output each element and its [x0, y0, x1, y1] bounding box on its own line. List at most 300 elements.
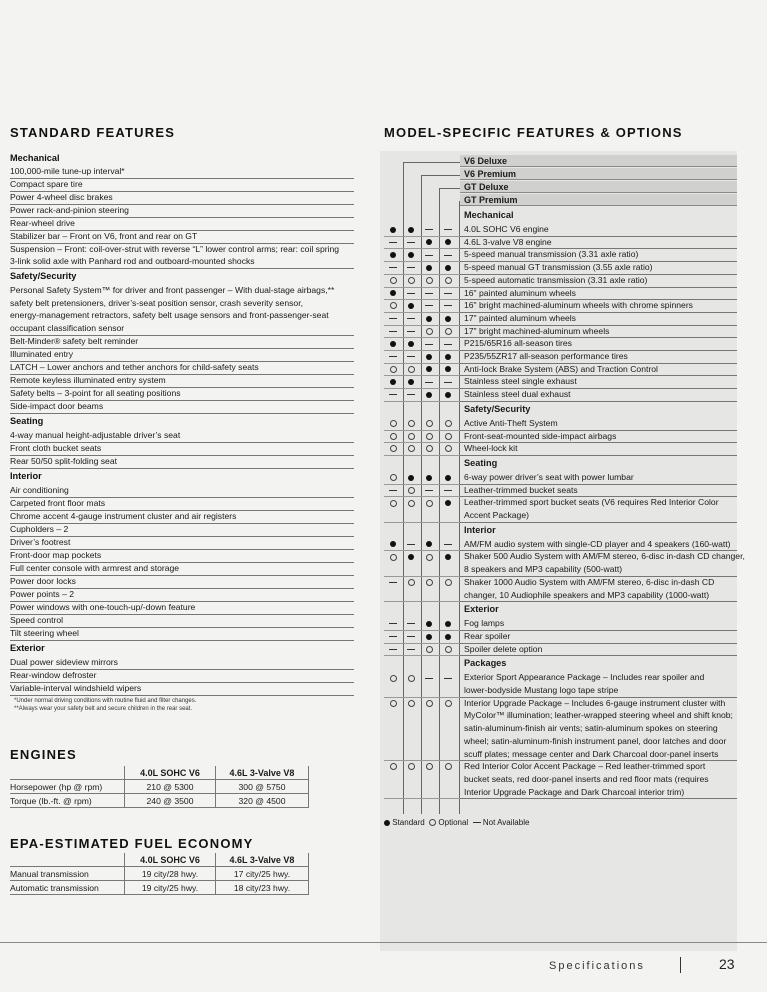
section-heading-packages: Packages: [464, 658, 507, 669]
not-available-dash-icon: [425, 305, 433, 306]
feature-label: Interior Upgrade Package – Includes 6-gauge instrument cluster with: [464, 697, 726, 708]
not-available-dash-icon: [444, 382, 452, 383]
standard-dot-icon: [408, 341, 414, 347]
legend-not-available: Not Available: [482, 818, 530, 827]
feature-label: MyColor™ illumination; leather-wrapped steering wheel and shift knob;: [464, 710, 733, 721]
availability-cell: [421, 350, 437, 363]
feature-label: 5-speed automatic transmission (3.31 axle ratio): [464, 274, 648, 285]
availability-cell: [403, 312, 419, 325]
availability-cell: [440, 430, 456, 443]
standard-dot-icon: [408, 379, 414, 385]
fuel-row-label: Automatic transmission: [10, 881, 125, 895]
list-item: Power windows with one-touch-up/-down feature: [10, 601, 354, 615]
list-item: 100,000-mile tune-up interval*: [10, 165, 354, 179]
optional-circle-icon: [390, 302, 397, 309]
standard-dot-icon: [426, 475, 432, 481]
list-item: Speed control: [10, 614, 354, 628]
optional-circle-icon: [408, 433, 415, 440]
availability-cell: [421, 287, 437, 300]
not-available-dash-icon: [407, 623, 415, 624]
fuel-economy-table: [10, 853, 309, 895]
standard-dot-icon: [445, 475, 451, 481]
standard-dot-icon: [390, 341, 396, 347]
availability-cell: [385, 261, 401, 274]
list-item: Chrome accent 4-gauge instrument cluster and air registers: [10, 510, 354, 524]
availability-cell: [403, 299, 419, 312]
standard-dot-icon: [445, 392, 451, 398]
availability-cell: [403, 496, 419, 509]
optional-circle-icon: [426, 328, 433, 335]
feature-label: wheel; satin-aluminum-finish instrument panel, door latches and door: [464, 735, 727, 746]
optional-circle-icon: [426, 763, 433, 770]
standard-dot-icon: [390, 290, 396, 296]
optional-circle-icon: [390, 675, 397, 682]
availability-cell: [440, 576, 456, 589]
not-available-dash-icon: [473, 822, 481, 823]
not-available-dash-icon: [407, 267, 415, 268]
list-item: Driver’s footrest: [10, 536, 354, 550]
standard-dot-icon: [408, 303, 414, 309]
table-row: [10, 881, 309, 895]
fuel-col-v8: 4.6L 3-Valve V8: [216, 853, 309, 867]
availability-cell: [421, 375, 437, 388]
availability-cell: [403, 236, 419, 249]
footer-section: Specifications: [549, 960, 645, 972]
row-divider: [460, 522, 737, 523]
availability-cell: [440, 350, 456, 363]
list-item: Side-impact door beams: [10, 400, 354, 414]
standard-dot-icon: [426, 541, 432, 547]
engine-col-v8: 4.6L 3-Valve V8: [216, 766, 309, 780]
list-item: Dual power sideview mirrors: [10, 656, 354, 670]
section-heading-safety: Safety/Security: [464, 403, 531, 414]
optional-circle-icon: [408, 277, 415, 284]
feature-label: 4.0L SOHC V6 engine: [464, 224, 549, 234]
standard-dot-icon: [445, 239, 451, 245]
row-divider: [460, 601, 737, 602]
list-item: Safety belts – 3-point for all seating positions: [10, 387, 354, 401]
feature-label: 16" painted aluminum wheels: [464, 287, 576, 298]
optional-circle-icon: [426, 554, 433, 561]
standard-dot-icon: [445, 621, 451, 627]
fuel-value: 19 city/28 hwy.: [125, 867, 216, 881]
availability-cell: [403, 630, 419, 643]
availability-cell: [385, 223, 401, 236]
optional-circle-icon: [408, 500, 415, 507]
optional-circle-icon: [408, 763, 415, 770]
availability-cell: [440, 671, 456, 684]
optional-circle-icon: [426, 445, 433, 452]
list-item: Front cloth bucket seats: [10, 442, 354, 456]
list-item: LATCH – Lower anchors and tether anchors for child-safety seats: [10, 361, 354, 375]
list-item: Compact spare tire: [10, 178, 354, 192]
feature-label: Interior Upgrade Package and Dark Charcoal interior trim): [464, 786, 685, 797]
column-connector: [421, 175, 460, 176]
availability-cell: [440, 375, 456, 388]
engines-title: ENGINES: [10, 747, 77, 762]
standard-dot-icon: [390, 541, 396, 547]
availability-cell: [421, 430, 437, 443]
not-available-dash-icon: [425, 490, 433, 491]
feature-label: satin-aluminum-finish air vents; satin-aluminum spokes on steering: [464, 723, 718, 734]
optional-circle-icon: [390, 500, 397, 507]
list-item: Illuminated entry: [10, 348, 354, 362]
row-divider: [384, 601, 460, 602]
feature-label: Stainless steel single exhaust: [464, 376, 577, 387]
availability-cell: [440, 643, 456, 656]
availability-cell: [421, 550, 437, 563]
feature-label: 16" bright machined-aluminum wheels with chrome spinners: [464, 300, 693, 311]
availability-cell: [403, 484, 419, 497]
availability-cell: [440, 325, 456, 338]
optional-circle-icon: [445, 445, 452, 452]
feature-label: Accent Package): [464, 510, 529, 520]
not-available-dash-icon: [407, 394, 415, 395]
not-available-dash-icon: [389, 490, 397, 491]
optional-circle-icon: [426, 420, 433, 427]
availability-cell: [385, 760, 401, 773]
not-available-dash-icon: [444, 305, 452, 306]
availability-cell: [440, 417, 456, 430]
optional-circle-icon: [390, 554, 397, 561]
list-item: Personal Safety System™ for driver and front passenger – With dual-stage airbags,**: [10, 285, 335, 295]
availability-cell: [385, 617, 401, 630]
standard-dot-icon: [390, 252, 396, 258]
availability-cell: [385, 299, 401, 312]
not-available-dash-icon: [389, 267, 397, 268]
list-item: Rear-window defroster: [10, 669, 354, 683]
availability-cell: [421, 442, 437, 455]
availability-cell: [421, 576, 437, 589]
optional-circle-icon: [390, 445, 397, 452]
optional-circle-icon: [390, 763, 397, 770]
list-item: Belt-Minder® safety belt reminder: [10, 335, 354, 349]
availability-cell: [440, 630, 456, 643]
model-header-gt-deluxe: GT Deluxe: [460, 181, 737, 193]
fuel-row-label: Manual transmission: [10, 867, 125, 881]
feature-label: Spoiler delete option: [464, 643, 543, 654]
availability-cell: [440, 248, 456, 261]
list-item: Front-door map pockets: [10, 549, 354, 563]
standard-dot-icon: [445, 316, 451, 322]
standard-dot-icon: [426, 392, 432, 398]
optional-circle-icon: [445, 700, 452, 707]
section-heading-mechanical: Mechanical: [10, 153, 60, 163]
standard-dot-icon: [390, 379, 396, 385]
list-item: Variable-interval windshield wipers: [10, 682, 354, 696]
availability-cell: [421, 325, 437, 338]
availability-cell: [385, 248, 401, 261]
not-available-dash-icon: [425, 678, 433, 679]
not-available-dash-icon: [389, 582, 397, 583]
availability-cell: [385, 287, 401, 300]
availability-cell: [385, 697, 401, 710]
not-available-dash-icon: [389, 636, 397, 637]
not-available-dash-icon: [389, 623, 397, 624]
availability-cell: [403, 325, 419, 338]
not-available-dash-icon: [407, 636, 415, 637]
optional-circle-icon: [426, 500, 433, 507]
not-available-dash-icon: [389, 649, 397, 650]
list-item: Tilt steering wheel: [10, 627, 354, 641]
availability-cell: [385, 538, 401, 551]
standard-dot-icon: [384, 820, 390, 826]
not-available-dash-icon: [425, 293, 433, 294]
legend-optional: Optional: [438, 818, 469, 827]
availability-cell: [403, 350, 419, 363]
feature-label: Wheel-lock kit: [464, 443, 518, 454]
list-item: safety belt pretensioners, driver’s-seat position sensor, crash severity sensor,: [10, 297, 303, 308]
not-available-dash-icon: [389, 356, 397, 357]
engine-value: 240 @ 3500: [125, 794, 216, 808]
availability-cell: [421, 363, 437, 376]
availability-cell: [403, 538, 419, 551]
section-heading-seating: Seating: [10, 415, 44, 426]
standard-dot-icon: [426, 239, 432, 245]
availability-cell: [403, 417, 419, 430]
row-divider: [384, 455, 460, 456]
feature-label: changer, 10 Audiophile speakers and MP3 capability (1000-watt): [464, 589, 710, 600]
feature-label: 5-speed manual transmission (3.31 axle ratio): [464, 249, 639, 260]
availability-cell: [440, 388, 456, 401]
availability-cell: [440, 261, 456, 274]
section-heading-seating: Seating: [464, 457, 498, 468]
list-item: Carpeted front floor mats: [10, 497, 354, 511]
feature-label: Shaker 1000 Audio System with AM/FM stereo, 6-disc in-dash CD: [464, 576, 715, 587]
standard-dot-icon: [408, 227, 414, 233]
not-available-dash-icon: [425, 229, 433, 230]
row-divider: [460, 401, 737, 402]
legend: [384, 818, 529, 827]
optional-circle-icon: [426, 433, 433, 440]
optional-circle-icon: [445, 420, 452, 427]
availability-cell: [385, 312, 401, 325]
availability-cell: [385, 496, 401, 509]
availability-cell: [421, 496, 437, 509]
column-connector: [403, 162, 460, 163]
not-available-dash-icon: [407, 544, 415, 545]
not-available-dash-icon: [444, 544, 452, 545]
standard-dot-icon: [426, 634, 432, 640]
not-available-dash-icon: [444, 344, 452, 345]
availability-cell: [385, 350, 401, 363]
section-heading-interior: Interior: [464, 524, 496, 535]
list-item: Air conditioning: [10, 484, 354, 498]
availability-cell: [385, 325, 401, 338]
availability-cell: [440, 617, 456, 630]
list-item: Power 4-wheel disc brakes: [10, 191, 354, 205]
availability-cell: [421, 299, 437, 312]
feature-label: lower-bodyside Mustang logo tape stripe: [464, 685, 619, 695]
footer-rule: [0, 942, 767, 943]
fuel-economy-title: EPA-ESTIMATED FUEL ECONOMY: [10, 836, 254, 851]
availability-cell: [403, 760, 419, 773]
feature-label: Front-seat-mounted side-impact airbags: [464, 430, 617, 441]
not-available-dash-icon: [389, 394, 397, 395]
list-item: Remote keyless illuminated entry system: [10, 374, 354, 388]
availability-cell: [421, 617, 437, 630]
feature-label: 4.6L 3-valve V8 engine: [464, 236, 552, 247]
footer-divider: [680, 957, 681, 973]
engines-table: [10, 766, 309, 808]
availability-cell: [385, 671, 401, 684]
optional-circle-icon: [408, 487, 415, 494]
availability-cell: [440, 299, 456, 312]
availability-cell: [421, 248, 437, 261]
engine-row-label: Torque (lb.-ft. @ rpm): [10, 794, 125, 808]
feature-label: 8 speakers and MP3 capability (500-watt): [464, 564, 623, 575]
availability-cell: [440, 550, 456, 563]
optional-circle-icon: [408, 700, 415, 707]
availability-cell: [421, 671, 437, 684]
optional-circle-icon: [390, 700, 397, 707]
list-item: Suspension – Front: coil-over-strut with reverse “L” lower control arms; rear: coil spring: [10, 244, 340, 254]
availability-cell: [403, 363, 419, 376]
list-item: Rear 50/50 split-folding seat: [10, 455, 354, 469]
list-item: Power door locks: [10, 575, 354, 589]
optional-circle-icon: [390, 277, 397, 284]
availability-cell: [421, 261, 437, 274]
optional-circle-icon: [445, 763, 452, 770]
availability-cell: [403, 337, 419, 350]
standard-dot-icon: [426, 354, 432, 360]
list-item: 3-link solid axle with Panhard rod and outboard-mounted shocks: [10, 255, 354, 269]
availability-cell: [421, 760, 437, 773]
footnote: *Under normal driving conditions with routine fluid and filter changes.: [14, 697, 197, 704]
feature-label: Stainless steel dual exhaust: [464, 389, 571, 400]
list-item: 4-way manual height-adjustable driver’s seat: [10, 429, 354, 443]
availability-cell: [440, 484, 456, 497]
not-available-dash-icon: [444, 229, 452, 230]
availability-cell: [440, 223, 456, 236]
optional-circle-icon: [408, 366, 415, 373]
feature-label: Red Interior Color Accent Package – Red leather-trimmed sport: [464, 761, 706, 772]
list-item: Stabilizer bar – Front on V6, front and rear on GT: [10, 230, 354, 244]
list-item: Power points – 2: [10, 588, 354, 602]
list-item: Rear-wheel drive: [10, 217, 354, 231]
availability-cell: [403, 442, 419, 455]
availability-cell: [385, 442, 401, 455]
optional-circle-icon: [445, 277, 452, 284]
model-header-v6-premium: V6 Premium: [460, 168, 737, 180]
list-item: Full center console with armrest and storage: [10, 562, 354, 576]
optional-circle-icon: [445, 579, 452, 586]
feature-label: scuff plates; message center and Dark Charcoal door-panel inserts: [464, 748, 719, 759]
section-heading-exterior: Exterior: [464, 604, 499, 615]
availability-cell: [440, 538, 456, 551]
availability-cell: [385, 236, 401, 249]
standard-dot-icon: [445, 366, 451, 372]
availability-cell: [440, 287, 456, 300]
availability-cell: [403, 223, 419, 236]
availability-cell: [440, 363, 456, 376]
column-connector: [439, 188, 460, 189]
optional-circle-icon: [426, 579, 433, 586]
optional-circle-icon: [426, 700, 433, 707]
table-row: [10, 867, 309, 881]
optional-circle-icon: [408, 445, 415, 452]
feature-label: Exterior Sport Appearance Package – Includes rear spoiler and: [464, 672, 705, 683]
not-available-dash-icon: [425, 382, 433, 383]
not-available-dash-icon: [407, 649, 415, 650]
standard-dot-icon: [390, 227, 396, 233]
availability-cell: [421, 236, 437, 249]
availability-cell: [403, 261, 419, 274]
not-available-dash-icon: [425, 344, 433, 345]
optional-circle-icon: [445, 433, 452, 440]
standard-dot-icon: [408, 475, 414, 481]
not-available-dash-icon: [444, 293, 452, 294]
row-divider: [460, 798, 737, 799]
availability-cell: [403, 388, 419, 401]
availability-cell: [385, 576, 401, 589]
availability-cell: [385, 363, 401, 376]
availability-cell: [403, 248, 419, 261]
list-item: Cupholders – 2: [10, 523, 354, 537]
optional-circle-icon: [408, 579, 415, 586]
feature-label: Rear spoiler: [464, 630, 511, 641]
availability-cell: [403, 274, 419, 287]
not-available-dash-icon: [389, 331, 397, 332]
availability-cell: [385, 484, 401, 497]
section-heading-exterior: Exterior: [10, 642, 45, 653]
standard-dot-icon: [445, 554, 451, 560]
availability-cell: [421, 223, 437, 236]
availability-cell: [403, 287, 419, 300]
availability-cell: [421, 337, 437, 350]
availability-cell: [403, 576, 419, 589]
feature-label: Shaker 500 Audio System with AM/FM stereo, 6-disc in-dash CD changer,: [464, 551, 745, 562]
table-row: [10, 780, 309, 794]
feature-label: P215/65R16 all-season tires: [464, 338, 572, 349]
engine-value: 300 @ 5750: [216, 780, 309, 794]
availability-cell: [385, 388, 401, 401]
section-heading-interior: Interior: [10, 470, 42, 481]
feature-label: 5-speed manual GT transmission (3.55 axle ratio): [464, 262, 653, 273]
standard-dot-icon: [426, 366, 432, 372]
availability-cell: [440, 496, 456, 509]
availability-cell: [440, 760, 456, 773]
standard-dot-icon: [408, 554, 414, 560]
not-available-dash-icon: [407, 242, 415, 243]
availability-cell: [440, 312, 456, 325]
not-available-dash-icon: [444, 255, 452, 256]
fuel-value: 18 city/23 hwy.: [216, 881, 309, 895]
fuel-col-v6: 4.0L SOHC V6: [125, 853, 216, 867]
feature-label: 17" painted aluminum wheels: [464, 312, 576, 323]
availability-cell: [440, 697, 456, 710]
optional-circle-icon: [390, 366, 397, 373]
optional-circle-icon: [426, 646, 433, 653]
row-divider: [384, 655, 460, 656]
list-item: energy-management retractors, safety belt usage sensors and front-passenger-seat: [10, 310, 329, 320]
availability-cell: [421, 417, 437, 430]
availability-cell: [385, 630, 401, 643]
optional-circle-icon: [390, 474, 397, 481]
feature-label: Leather-trimmed sport bucket seats (V6 requires Red Interior Color: [464, 497, 719, 508]
optional-circle-icon: [426, 277, 433, 284]
availability-cell: [421, 484, 437, 497]
standard-dot-icon: [445, 354, 451, 360]
availability-cell: [421, 697, 437, 710]
availability-cell: [440, 442, 456, 455]
row-divider: [384, 401, 460, 402]
availability-cell: [385, 274, 401, 287]
feature-label: Active Anti-Theft System: [464, 417, 558, 428]
standard-dot-icon: [445, 634, 451, 640]
availability-cell: [403, 671, 419, 684]
optional-circle-icon: [429, 819, 436, 826]
